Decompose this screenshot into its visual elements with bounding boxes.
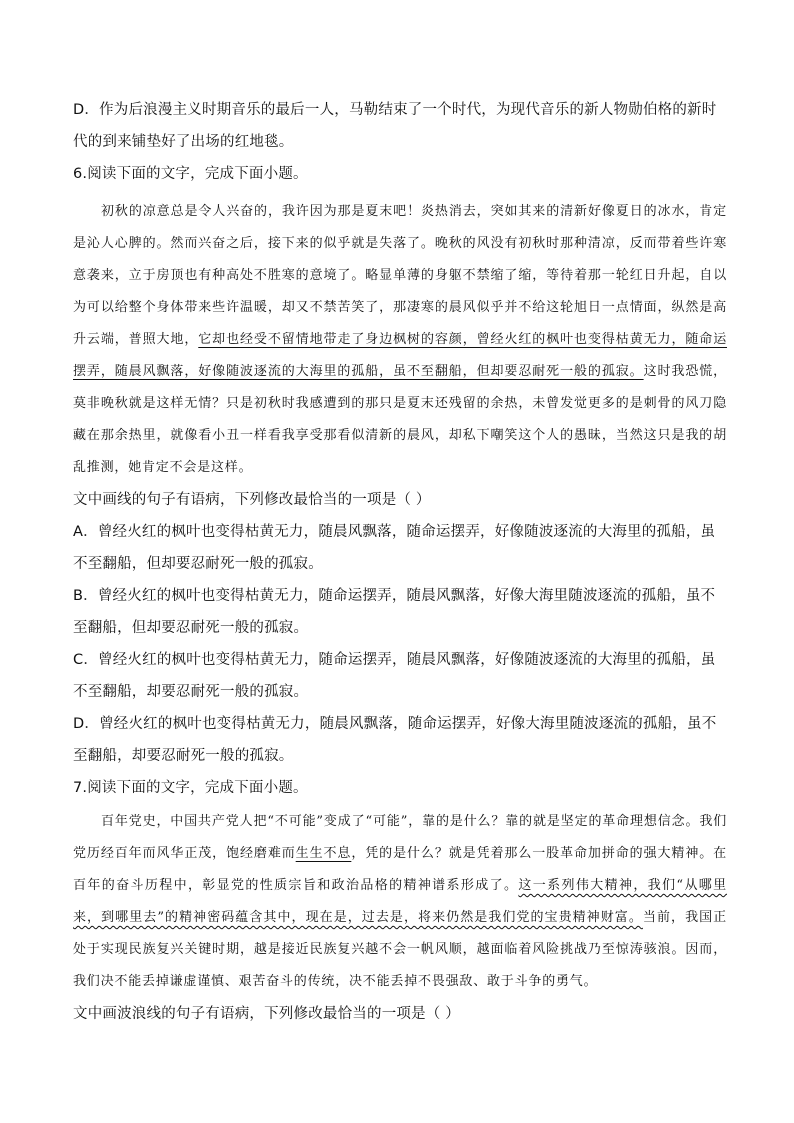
q7-passage-b: ，凭的是什么？就是凭着那么一股革命加拼命的强大精神。在百年的奋斗历程中，彰显党的性质宗旨和政治品格的精神谱系形成了。	[73, 846, 727, 893]
q6-passage	[73, 196, 727, 484]
q7-question: 文中画波浪线的句子有语病，下列修改最恰当的一项是（ ）	[73, 1006, 461, 1022]
q6-option-d: D．曾经火红的枫叶也变得枯黄无力，随晨风飘落，随命运摆弄，好像大海里随波逐流的孤船，虽不至翻船，却要忍耐死一般的孤寂。	[73, 716, 717, 764]
q6-question: 文中画线的句子有语病，下列修改最恰当的一项是（ ）	[73, 492, 431, 508]
q7-passage-a: 百年党史，中国共产党人把“不可能”变成了“可能”，靠的是什么？靠的就是坚定的革命理想信念。我们党历经百年而风华正茂，饱经磨难而	[73, 814, 727, 861]
q7-heading: 7.阅读下面的文字，完成下面小题。	[73, 780, 308, 796]
q6-passage-underlined-sentence: 它却也经受不留情地带走了身边枫树的容颜，曾经火红的枫叶也变得枯黄无力，随命运摆弄，随晨风飘落，好像随波逐流的大海里的孤船，虽不至翻船，但却要忍耐死一般的孤寂。	[73, 332, 728, 379]
document-page	[73, 94, 727, 1030]
q7-wavy-sentence: 这一系列伟大精神，我们“从哪里来，到哪里去”的精神密码蕴含其中，现在是，过去是，将来仍然是我们党的宝贵精神财富。	[73, 878, 727, 925]
q7-passage-c: 当前，我国正处于实现民族复兴关键时期，越是接近民族复兴越不会一帆风顺，越面临着风险挑战乃至惊涛骇浪。因而，我们决不能丢掉谦虚谨慎、艰苦奋斗的传统，决不能丢掉不畏强敌、敢于斗争的勇气。	[73, 910, 727, 989]
q7-underlined-word: 生生不息	[295, 846, 352, 861]
q6-heading: 6.阅读下面的文字，完成下面小题。	[73, 166, 308, 182]
q6-option-a: A．曾经火红的枫叶也变得枯黄无力，随晨风飘落，随命运摆弄，好像随波逐流的大海里的孤船，虽不至翻船，但却要忍耐死一般的孤寂。	[73, 524, 716, 572]
q6-passage-before: 初秋的凉意总是令人兴奋的，我许因为那是夏末吧！炎热消去，突如其来的清新好像夏日的冰水，肯定是沁人心脾的。然而兴奋之后，接下来的似乎就是失落了。晚秋的风没有初秋时那种清凉，反而带着些许寒意袭来，立于房顶也有种高处不胜寒的意境了。略显单薄的身躯不禁缩了缩，等待着那一轮红日升起，自以为可以给整个身体带来些许温暖，却又不禁苦笑了，那凄寒的晨风似乎并不给这轮旭日一点情面，纵然是高升云端，普照大地，	[73, 204, 727, 347]
q7-passage	[73, 806, 727, 998]
q6-passage-after: 这时我恐慌，莫非晚秋就是这样无情？只是初秋时我感遭到的那只是夏末还残留的余热，未曾发觉更多的是刺骨的风刀隐藏在那余热里，就像看小丑一样看我享受那看似清新的晨风，却私下嘲笑这个人的愚昧，当然这只是我的胡乱推测，她肯定不会是这样。	[73, 364, 727, 475]
q6-option-b: B．曾经火红的枫叶也变得枯黄无力，随命运摆弄，随晨风飘落，好像大海里随波逐流的孤船，虽不至翻船，但却要忍耐死一般的孤寂。	[73, 588, 716, 636]
q6-option-c: C．曾经火红的枫叶也变得枯黄无力，随命运摆弄，随晨风飘落，好像随波逐流的大海里的孤船，虽不至翻船，却要忍耐死一般的孤寂。	[73, 652, 716, 700]
q5-option-d: D．作为后浪漫主义时期音乐的最后一人，马勒结束了一个时代，为现代音乐的新人物勋伯格的新时代的到来铺垫好了出场的红地毯。	[73, 102, 717, 150]
